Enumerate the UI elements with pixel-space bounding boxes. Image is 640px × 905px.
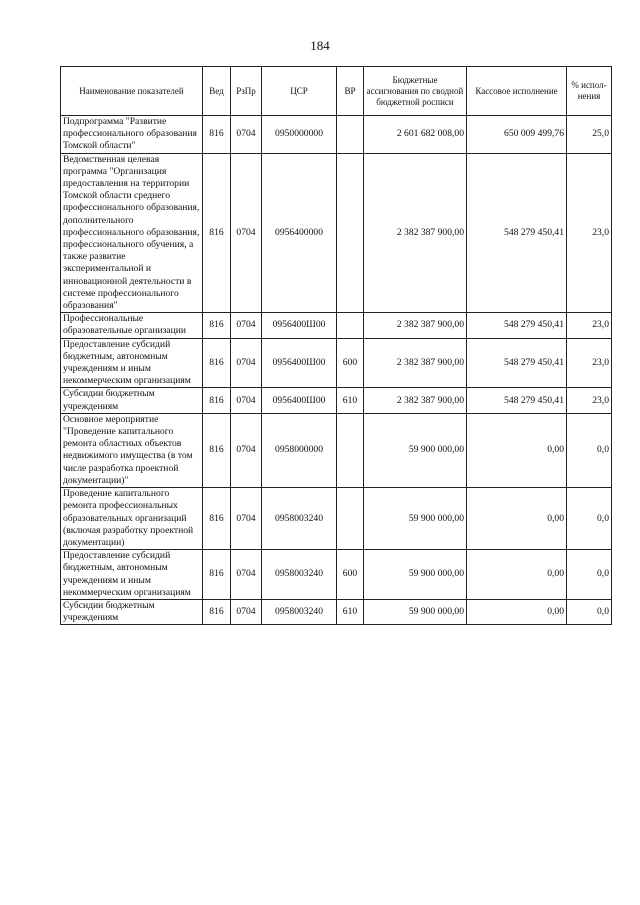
header-vr: ВР — [337, 67, 364, 116]
row-cash: 650 009 499,76 — [467, 116, 567, 154]
row-ved: 816 — [203, 153, 231, 313]
row-vr — [337, 153, 364, 313]
row-csr: 0956400Ш00 — [262, 313, 337, 338]
table-row — [61, 550, 612, 600]
table-row — [61, 388, 612, 413]
table-row — [61, 153, 612, 313]
row-ved: 816 — [203, 599, 231, 624]
table-row — [61, 488, 612, 550]
row-percent: 0,0 — [567, 413, 612, 487]
row-percent: 23,0 — [567, 313, 612, 338]
row-cash: 0,00 — [467, 599, 567, 624]
row-percent: 23,0 — [567, 338, 612, 388]
row-vr: 600 — [337, 338, 364, 388]
row-cash: 0,00 — [467, 413, 567, 487]
table-row — [61, 338, 612, 388]
row-assignments: 2 382 387 900,00 — [364, 338, 467, 388]
row-csr: 0950000000 — [262, 116, 337, 154]
row-assignments: 59 900 000,00 — [364, 599, 467, 624]
row-cash: 548 279 450,41 — [467, 338, 567, 388]
row-percent: 23,0 — [567, 153, 612, 313]
header-row — [61, 67, 612, 116]
table-row — [61, 413, 612, 487]
row-cash: 548 279 450,41 — [467, 388, 567, 413]
row-ved: 816 — [203, 550, 231, 600]
row-name: Субсидии бюджетным учреждениям — [61, 599, 203, 624]
row-csr: 0956400Ш00 — [262, 388, 337, 413]
row-assignments: 2 382 387 900,00 — [364, 153, 467, 313]
page-number: 184 — [310, 38, 330, 53]
row-assignments: 59 900 000,00 — [364, 550, 467, 600]
row-csr: 0958003240 — [262, 488, 337, 550]
table-row — [61, 313, 612, 338]
row-rzpr: 0704 — [231, 153, 262, 313]
row-vr — [337, 116, 364, 154]
row-vr: 610 — [337, 388, 364, 413]
row-assignments: 59 900 000,00 — [364, 488, 467, 550]
row-ved: 816 — [203, 488, 231, 550]
row-rzpr: 0704 — [231, 313, 262, 338]
row-csr: 0956400000 — [262, 153, 337, 313]
row-rzpr: 0704 — [231, 388, 262, 413]
row-cash: 548 279 450,41 — [467, 153, 567, 313]
row-name: Предоставление субсидий бюджетным, автономным учреждениям и иным некоммерческим организациям — [61, 338, 203, 388]
row-percent: 0,0 — [567, 599, 612, 624]
row-assignments: 2 382 387 900,00 — [364, 388, 467, 413]
row-rzpr: 0704 — [231, 488, 262, 550]
header-assignments: Бюджетные ассигнования по сводной бюджетной росписи — [364, 67, 467, 116]
row-percent: 23,0 — [567, 388, 612, 413]
row-cash: 0,00 — [467, 488, 567, 550]
row-rzpr: 0704 — [231, 550, 262, 600]
header-name: Наименование показателей — [61, 67, 203, 116]
header-ved: Вед — [203, 67, 231, 116]
row-csr: 0958003240 — [262, 550, 337, 600]
table-row — [61, 116, 612, 154]
row-ved: 816 — [203, 313, 231, 338]
row-vr — [337, 313, 364, 338]
row-csr: 0956400Ш00 — [262, 338, 337, 388]
row-ved: 816 — [203, 413, 231, 487]
row-rzpr: 0704 — [231, 413, 262, 487]
row-name: Основное мероприятие "Проведение капитального ремонта областных объектов недвижимого имущества (в том числе разработка проектной документации)" — [61, 413, 203, 487]
row-rzpr: 0704 — [231, 599, 262, 624]
header-rzpr: РзПр — [231, 67, 262, 116]
row-name: Ведомственная целевая программа "Организация предоставления на территории Томской области среднего профессионального образования, дополнительного профессионального образования, профессионального обучения, а также развитие экспериментальной и инновационной деятельности в системе профессионального образования" — [61, 153, 203, 313]
row-assignments: 2 601 682 008,00 — [364, 116, 467, 154]
row-vr — [337, 488, 364, 550]
row-assignments: 59 900 000,00 — [364, 413, 467, 487]
row-name: Подпрограмма "Развитие профессионального образования Томской области" — [61, 116, 203, 154]
row-csr: 0958000000 — [262, 413, 337, 487]
row-name: Проведение капитального ремонта профессиональных образовательных организаций (включая разработку проектной документации) — [61, 488, 203, 550]
row-vr — [337, 413, 364, 487]
row-name: Субсидии бюджетным учреждениям — [61, 388, 203, 413]
header-csr: ЦСР — [262, 67, 337, 116]
row-rzpr: 0704 — [231, 338, 262, 388]
row-ved: 816 — [203, 338, 231, 388]
row-name: Предоставление субсидий бюджетным, автономным учреждениям и иным некоммерческим организациям — [61, 550, 203, 600]
row-vr: 610 — [337, 599, 364, 624]
row-percent: 0,0 — [567, 550, 612, 600]
row-rzpr: 0704 — [231, 116, 262, 154]
table-row — [61, 599, 612, 624]
header-percent: % испол-нения — [567, 67, 612, 116]
row-percent: 25,0 — [567, 116, 612, 154]
row-cash: 548 279 450,41 — [467, 313, 567, 338]
row-cash: 0,00 — [467, 550, 567, 600]
row-percent: 0,0 — [567, 488, 612, 550]
header-cash: Кассовое исполнение — [467, 67, 567, 116]
row-ved: 816 — [203, 388, 231, 413]
row-assignments: 2 382 387 900,00 — [364, 313, 467, 338]
row-ved: 816 — [203, 116, 231, 154]
row-vr: 600 — [337, 550, 364, 600]
row-csr: 0958003240 — [262, 599, 337, 624]
budget-table — [60, 66, 612, 625]
row-name: Профессиональные образовательные организации — [61, 313, 203, 338]
